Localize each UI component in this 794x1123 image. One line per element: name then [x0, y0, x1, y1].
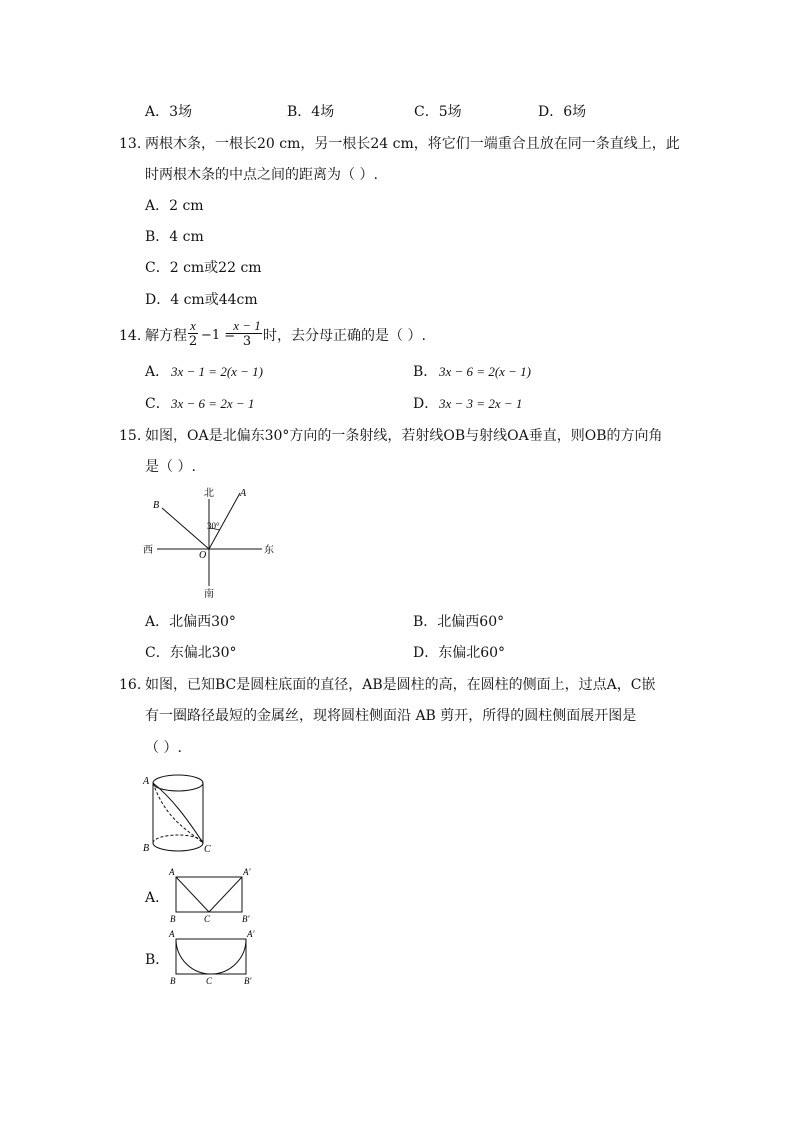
- q15-text-line2: 是（ ）.: [145, 459, 196, 475]
- path-arc-b: [176, 939, 246, 974]
- q15-option-d: D．东偏北60°: [413, 645, 506, 661]
- opt-a-label-b: B: [170, 914, 176, 924]
- q14-minus-one: −1 =: [201, 328, 236, 343]
- q12-option-a: A．3场: [145, 104, 193, 120]
- q16-text-line3: （ ）.: [145, 740, 182, 756]
- opt-a-label-a: A: [169, 867, 175, 877]
- q14-fraction-2: [232, 318, 262, 350]
- label-angle-30: 30°: [207, 521, 220, 531]
- opt-a-label-b-prime: B′: [242, 914, 250, 924]
- q13-text-line1: 两根木条，一根长20 cm，另一根长24 cm，将它们一端重合且放在同一条直线上，此: [145, 136, 680, 152]
- q14-prefix: 解方程: [145, 328, 187, 344]
- q14-option-b-expr: 3x − 6 = 2(x − 1): [439, 364, 532, 379]
- label-point-o: O: [199, 550, 207, 561]
- cylinder-bottom-back: [153, 835, 203, 843]
- q13-option-c: C．2 cm或22 cm: [145, 260, 262, 276]
- q16-option-a-letter: A．: [145, 890, 170, 906]
- path-right-a: [209, 877, 242, 912]
- opt-b-label-a: A: [169, 929, 175, 939]
- q12-option-b: B．4场: [287, 104, 335, 120]
- q14-frac2-numerator: x − 1: [233, 318, 261, 333]
- q13-text-line2: 时两根木条的中点之间的距离为（ ）.: [145, 167, 378, 183]
- q14-option-d-expr: 3x − 3 = 2x − 1: [439, 396, 523, 411]
- opt-b-label-b: B: [170, 976, 176, 986]
- q15-number: 15.: [119, 428, 142, 444]
- cyl-label-b: B: [143, 843, 150, 854]
- q14-option-c-letter: C．: [145, 396, 170, 412]
- q13-option-b: B．4 cm: [145, 229, 204, 245]
- q13-number: 13.: [119, 136, 142, 152]
- q15-compass-figure: [140, 482, 290, 600]
- q13-option-d: D．4 cm或44cm: [145, 292, 258, 308]
- ray-ob: [162, 508, 209, 549]
- wire-back: [153, 783, 203, 843]
- q16-option-b-letter: B．: [145, 952, 170, 968]
- label-point-b: B: [153, 500, 160, 511]
- q14-option-a-letter: A．: [145, 364, 170, 380]
- label-west: 西: [143, 545, 153, 556]
- label-east: 东: [264, 545, 274, 556]
- q15-option-c: C．东偏北30°: [145, 645, 237, 661]
- cyl-label-c: C: [204, 844, 211, 855]
- q14-option-a-expr: 3x − 1 = 2(x − 1): [171, 364, 264, 379]
- wire-front: [153, 783, 203, 843]
- q14-option-b-letter: B．: [413, 364, 438, 380]
- q14-frac1-numerator: x: [190, 318, 196, 333]
- cylinder-top-ellipse: [153, 775, 203, 791]
- q14-suffix: 时，去分母正确的是（ ）.: [263, 328, 426, 344]
- cylinder-bottom-front: [153, 843, 203, 851]
- label-point-a: A: [240, 488, 247, 499]
- opt-b-label-b-prime: B′: [244, 976, 252, 986]
- unfold-rect-a: [176, 877, 242, 912]
- q12-option-d: D．6场: [538, 104, 587, 120]
- q15-text-line1: 如图，OA是北偏东30°方向的一条射线，若射线OB与射线OA垂直，则OB的方向角: [145, 428, 663, 444]
- q16-option-a-figure: [166, 864, 262, 926]
- label-north: 北: [204, 488, 214, 499]
- q16-text-line1: 如图，已知BC是圆柱底面的直径，AB是圆柱的高，在圆柱的侧面上，过点A，C嵌: [145, 677, 656, 693]
- label-south: 南: [204, 589, 214, 600]
- q15-option-b: B．北偏西60°: [413, 614, 505, 630]
- opt-a-label-a-prime: A′: [243, 867, 251, 877]
- unfold-rect-b: [176, 939, 246, 974]
- q14-frac1-denominator: 2: [188, 334, 198, 349]
- q14-fraction-1: [188, 318, 198, 350]
- opt-b-label-a-prime: A′: [247, 929, 255, 939]
- q14-option-d-letter: D．: [413, 396, 439, 412]
- q16-number: 16.: [119, 677, 142, 693]
- q13-option-a: A．2 cm: [145, 198, 204, 214]
- opt-a-label-c: C: [204, 914, 211, 924]
- q14-number: 14.: [119, 328, 142, 344]
- path-left-a: [176, 877, 209, 912]
- cyl-label-a: A: [143, 776, 150, 787]
- q16-cylinder-figure: [140, 770, 220, 856]
- q16-option-b-figure: [166, 926, 262, 988]
- q14-option-c-expr: 3x − 6 = 2x − 1: [171, 396, 255, 411]
- q15-option-a: A．北偏西30°: [145, 614, 236, 630]
- opt-b-label-c: C: [206, 976, 213, 986]
- q16-text-line2: 有一圈路径最短的金属丝，现将圆柱侧面沿 AB 剪开，所得的圆柱侧面展开图是: [145, 708, 637, 724]
- q12-option-c: C．5场: [414, 104, 462, 120]
- q14-frac2-denominator: 3: [232, 333, 262, 350]
